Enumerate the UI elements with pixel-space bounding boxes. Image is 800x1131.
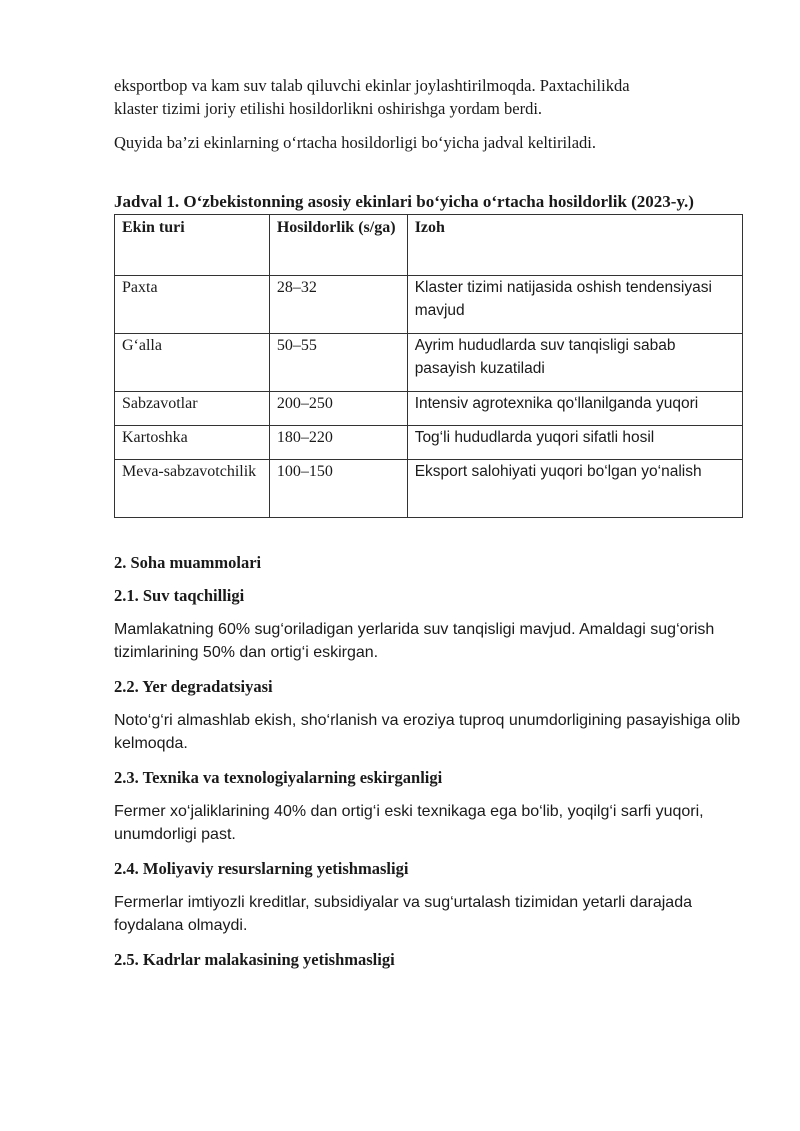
cell-note: Intensiv agrotexnika qo‘llanilganda yuqori (407, 392, 742, 426)
cell-crop: G‘alla (115, 334, 270, 392)
table-row (115, 426, 743, 460)
header-yield: Hosildorlik (s/ga) (269, 215, 407, 276)
intro-paragraph (114, 74, 746, 120)
section-text-2-3: Fermer xo‘jaliklarining 40% dan ortig‘i eski texnikaga ega bo‘lib, yoqilg‘i sarfi yuqori, unumdorligi past. (114, 803, 704, 843)
yield-table (114, 214, 743, 518)
header-crop-type: Ekin turi (115, 215, 270, 276)
section-heading-2-4: 2.4. Moliyaviy resurslarning yetishmasligi (114, 859, 409, 878)
cell-yield: 28–32 (269, 276, 407, 334)
document-page (114, 74, 746, 982)
cell-note: Eksport salohiyati yuqori bo‘lgan yo‘nalish (407, 460, 742, 518)
cell-crop: Sabzavotlar (115, 392, 270, 426)
cell-crop: Kartoshka (115, 426, 270, 460)
cell-yield: 200–250 (269, 392, 407, 426)
section-text-2-1: Mamlakatning 60% sug‘oriladigan yerlarida suv tanqisligi mavjud. Amaldagi sug‘orish tizimlarining 50% dan ortig‘i eskirgan. (114, 621, 715, 661)
section-heading-2-2: 2.2. Yer degradatsiyasi (114, 677, 273, 696)
cell-note: Ayrim hududlarda suv tanqisligi sabab pasayish kuzatiladi (407, 334, 742, 392)
table-header-row (115, 215, 743, 276)
intro-line-2: klaster tizimi joriy etilishi hosildorlikni oshirishga yordam berdi. (114, 99, 543, 118)
section-heading-2-3: 2.3. Texnika va texnologiyalarning eskirganligi (114, 768, 443, 787)
table-row (115, 334, 743, 392)
table-row (115, 460, 743, 518)
cell-note: Tog‘li hududlarda yuqori sifatli hosil (407, 426, 742, 460)
table-row (115, 392, 743, 426)
cell-crop: Paxta (115, 276, 270, 334)
section-heading-2: 2. Soha muammolari (114, 553, 262, 572)
section-text-2-4: Fermerlar imtiyozli kreditlar, subsidiyalar va sug‘urtalash tizimidan yetarli darajada foydalana olmaydi. (114, 894, 692, 934)
section-heading-2-1: 2.1. Suv taqchilligi (114, 586, 245, 605)
cell-crop: Meva-sabzavotchilik (115, 460, 270, 518)
table-row (115, 276, 743, 334)
section-text-2-2: Noto‘g‘ri almashlab ekish, sho‘rlanish va eroziya tuproq unumdorligining pasayishiga olib kelmoqda. (114, 712, 741, 752)
section-heading-2-5: 2.5. Kadrlar malakasining yetishmasligi (114, 950, 395, 969)
cell-note: Klaster tizimi natijasida oshish tendensiyasi mavjud (407, 276, 742, 334)
cell-yield: 180–220 (269, 426, 407, 460)
table-caption: Jadval 1. O‘zbekistonning asosiy ekinlari bo‘yicha o‘rtacha hosildorlik (2023-y.) (114, 192, 694, 211)
cell-yield: 100–150 (269, 460, 407, 518)
intro-line-1: eksportbop va kam suv talab qiluvchi ekinlar joylashtirilmoqda. Paxtachilikda (114, 76, 630, 95)
header-note: Izoh (407, 215, 742, 276)
intro-paragraph-2: Quyida ba’zi ekinlarning o‘rtacha hosildorligi bo‘yicha jadval keltiriladi. (114, 133, 597, 152)
cell-yield: 50–55 (269, 334, 407, 392)
